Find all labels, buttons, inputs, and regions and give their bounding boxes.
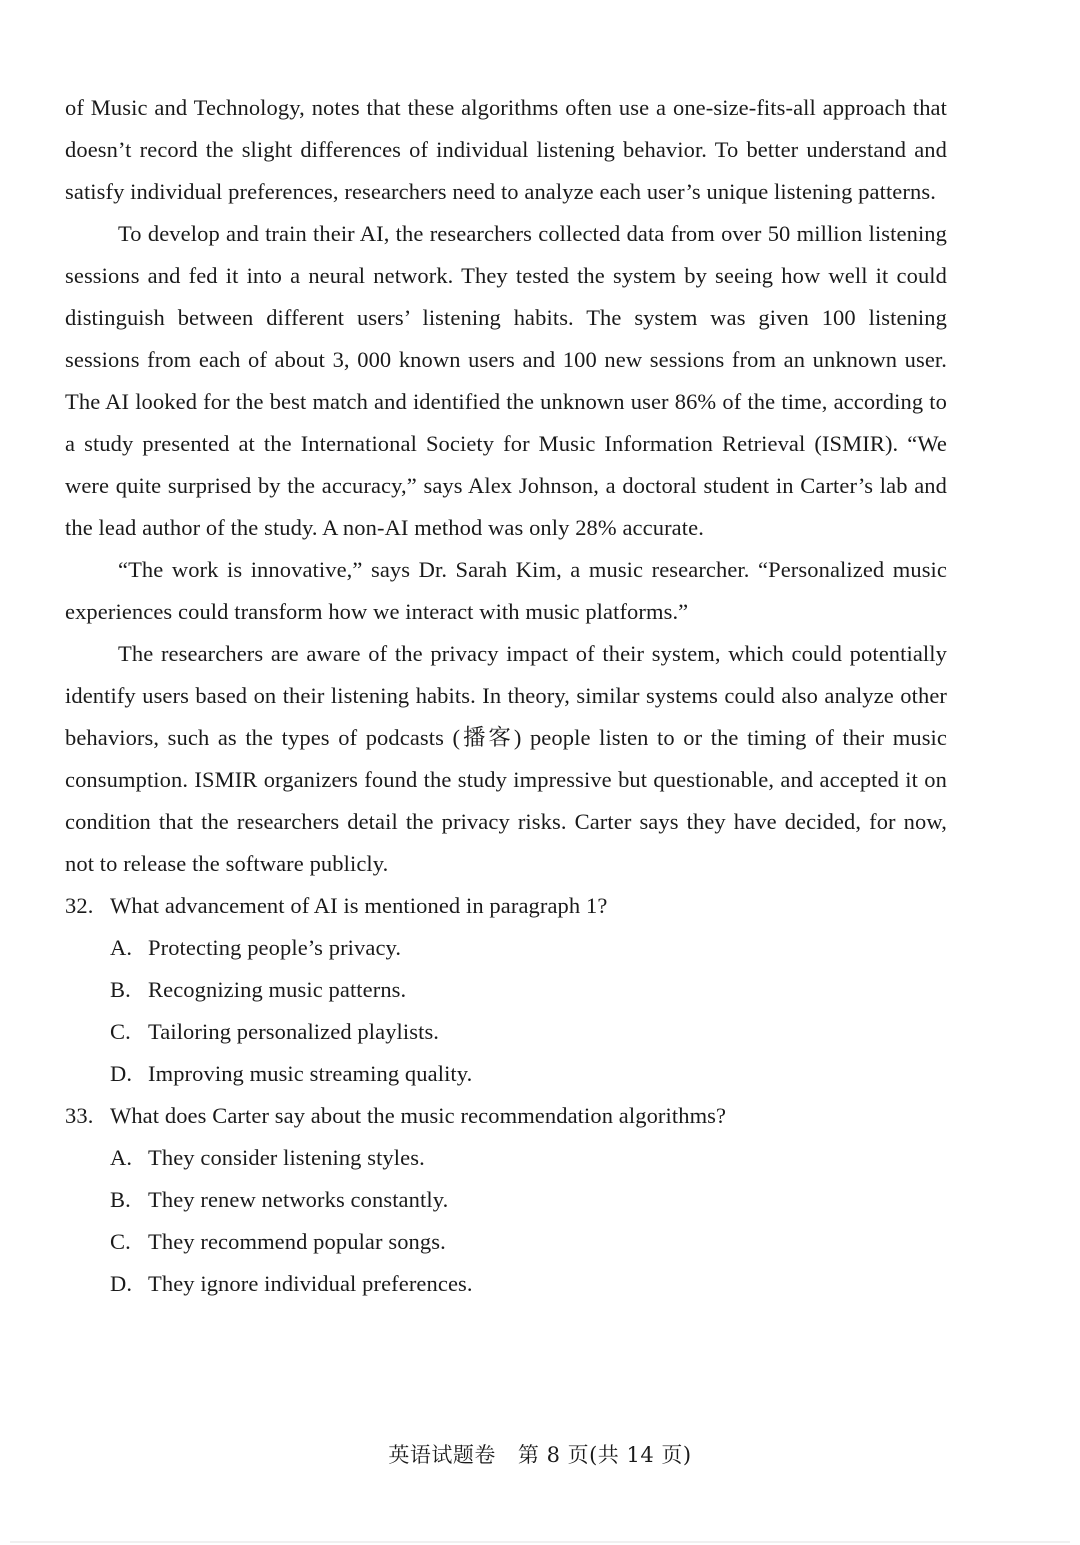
option-text: Improving music streaming quality. xyxy=(148,1061,473,1086)
question-stem xyxy=(65,1095,947,1137)
option-a[interactable] xyxy=(65,927,947,969)
option-text: They renew networks constantly. xyxy=(148,1187,449,1212)
option-letter: B. xyxy=(110,1187,131,1212)
option-a[interactable] xyxy=(65,1137,947,1179)
option-letter: D. xyxy=(110,1271,133,1296)
option-text: Tailoring personalized playlists. xyxy=(148,1019,440,1044)
option-letter: A. xyxy=(110,935,133,960)
page-number: 第 8 页(共 14 页) xyxy=(517,1443,692,1467)
question-number: 33. xyxy=(65,1103,94,1128)
exam-page xyxy=(65,87,947,1305)
option-c[interactable] xyxy=(65,1221,947,1263)
option-letter: B. xyxy=(110,977,131,1002)
option-text: They ignore individual preferences. xyxy=(148,1271,473,1296)
question-stem xyxy=(65,885,947,927)
option-text: Recognizing music patterns. xyxy=(148,977,407,1002)
option-text: They consider listening styles. xyxy=(148,1145,425,1170)
question-number: 32. xyxy=(65,893,94,918)
reading-passage xyxy=(65,87,947,885)
option-c[interactable] xyxy=(65,1011,947,1053)
option-text: They recommend popular songs. xyxy=(148,1229,446,1254)
option-d[interactable] xyxy=(65,1263,947,1305)
option-letter: A. xyxy=(110,1145,133,1170)
question-text: What does Carter say about the music recommendation algorithms? xyxy=(110,1103,727,1128)
option-b[interactable] xyxy=(65,969,947,1011)
question-text: What advancement of AI is mentioned in paragraph 1? xyxy=(110,893,608,918)
passage-paragraph-4: The researchers are aware of the privacy impact of their system, which could potentially identify users based on their listening habits. In theory, similar systems could also analyze other behaviors, such as the types of podcasts (播客) people listen to or the timing of their music consumption. ISMIR organizers found the study impressive but questionable, and accepted it on condition that the researchers detail the privacy risks. Carter says they have decided, for now, not to release the software publicly. xyxy=(65,641,947,876)
question-33 xyxy=(65,1095,947,1305)
option-b[interactable] xyxy=(65,1179,947,1221)
option-letter: D. xyxy=(110,1061,133,1086)
question-32 xyxy=(65,885,947,1095)
option-letter: C. xyxy=(110,1229,131,1254)
answer-options xyxy=(65,1137,947,1305)
passage-paragraph-3: “The work is innovative,” says Dr. Sarah Kim, a music researcher. “Personalized music experiences could transform how we interact with music platforms.” xyxy=(65,557,947,624)
passage-paragraph-2: To develop and train their AI, the researchers collected data from over 50 million listening sessions and fed it into a neural network. They tested the system by seeing how well it could distinguish between different users’ listening habits. The system was given 100 listening sessions from each of about 3, 000 known users and 100 new sessions from an unknown user. The AI looked for the best match and identified the unknown user 86% of the time, according to a study presented at the International Society for Music Information Retrieval (ISMIR). “We were quite surprised by the accuracy,” says Alex Johnson, a doctoral student in Carter’s lab and the lead author of the study. A non-AI method was only 28% accurate. xyxy=(65,221,947,540)
option-letter: C. xyxy=(110,1019,131,1044)
passage-paragraph-1: of Music and Technology, notes that these algorithms often use a one-size-fits-all approach that doesn’t record the slight differences of individual listening behavior. To better understand and satisfy individual preferences, researchers need to analyze each user’s unique listening patterns. xyxy=(65,95,947,204)
answer-options xyxy=(65,927,947,1095)
exam-title: 英语试题卷 xyxy=(388,1443,496,1467)
option-text: Protecting people’s privacy. xyxy=(148,935,402,960)
option-d[interactable] xyxy=(65,1053,947,1095)
scan-edge-divider xyxy=(10,1541,1070,1543)
page-footer xyxy=(0,1440,1080,1470)
